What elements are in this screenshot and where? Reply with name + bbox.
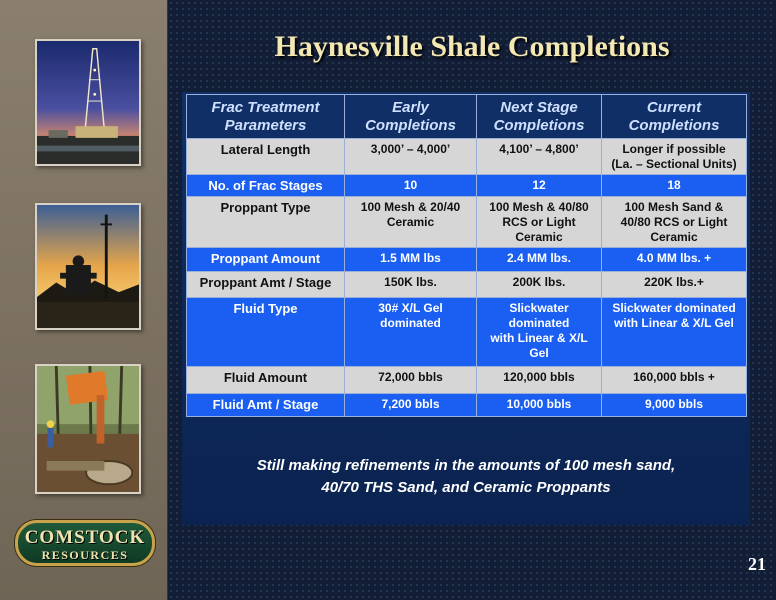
cell-next-stage: 4,100’ – 4,800’ bbox=[477, 139, 602, 175]
row-label: Fluid Amt / Stage bbox=[187, 394, 345, 417]
cell-current: 18 bbox=[602, 175, 747, 197]
cell-next-stage: 100 Mesh & 40/80 RCS or Light Ceramic bbox=[477, 197, 602, 248]
cell-next-stage: Slickwater dominated with Linear & X/L Gel bbox=[477, 298, 602, 367]
cell-early: 7,200 bbls bbox=[345, 394, 477, 417]
header-parameters: Frac Treatment Parameters bbox=[187, 95, 345, 139]
cell-current: 4.0 MM lbs. + bbox=[602, 248, 747, 272]
header-next-stage: Next Stage Completions bbox=[477, 95, 602, 139]
cell-next-stage: 200K lbs. bbox=[477, 272, 602, 298]
row-label: Fluid Type bbox=[187, 298, 345, 367]
completions-board bbox=[182, 92, 750, 525]
refinement-note bbox=[182, 455, 750, 499]
cell-early: 10 bbox=[345, 175, 477, 197]
cell-next-stage: 120,000 bbls bbox=[477, 367, 602, 394]
header-early: Early Completions bbox=[345, 95, 477, 139]
comstock-resources-logo bbox=[15, 520, 155, 566]
table-row-proppant-type bbox=[187, 197, 747, 248]
pipeline-construction-photo bbox=[35, 364, 141, 494]
row-label: Proppant Amount bbox=[187, 248, 345, 272]
slide-title: Haynesville Shale Completions bbox=[274, 30, 670, 63]
cell-current: 100 Mesh Sand & 40/80 RCS or Light Ceramic bbox=[602, 197, 747, 248]
cell-early: 1.5 MM lbs bbox=[345, 248, 477, 272]
cell-early: 3,000’ – 4,000’ bbox=[345, 139, 477, 175]
cell-early: 150K lbs. bbox=[345, 272, 477, 298]
slide-content bbox=[168, 0, 776, 600]
cell-next-stage: 12 bbox=[477, 175, 602, 197]
row-label: Fluid Amount bbox=[187, 367, 345, 394]
refinement-note-line-2: 40/70 THS Sand, and Ceramic Proppants bbox=[321, 479, 611, 496]
table-row-fluid-type bbox=[187, 298, 747, 367]
logo-line-2: RESOURCES bbox=[41, 548, 129, 562]
table-header-row bbox=[187, 95, 747, 139]
row-label: Lateral Length bbox=[187, 139, 345, 175]
cell-current: Longer if possible (La. – Sectional Units) bbox=[602, 139, 747, 175]
cell-current: 160,000 bbls + bbox=[602, 367, 747, 394]
drilling-rig-night-photo bbox=[35, 39, 141, 166]
page-number: 21 bbox=[748, 554, 766, 574]
refinement-note-line-1: Still making refinements in the amounts of 100 mesh sand, bbox=[256, 457, 676, 474]
cell-next-stage: 10,000 bbls bbox=[477, 394, 602, 417]
cell-early: 30# X/L Gel dominated bbox=[345, 298, 477, 367]
logo-line-1: COMSTOCK bbox=[24, 527, 146, 548]
completions-table bbox=[186, 94, 747, 417]
table-row-proppant-per-stage bbox=[187, 272, 747, 298]
cell-current: Slickwater dominated with Linear & X/L Gel bbox=[602, 298, 747, 367]
row-label: Proppant Type bbox=[187, 197, 345, 248]
header-current: Current Completions bbox=[602, 95, 747, 139]
table-row-fluid-per-stage bbox=[187, 394, 747, 417]
cell-current: 220K lbs.+ bbox=[602, 272, 747, 298]
left-sidebar bbox=[0, 0, 168, 600]
row-label: Proppant Amt / Stage bbox=[187, 272, 345, 298]
cell-early: 72,000 bbls bbox=[345, 367, 477, 394]
row-label: No. of Frac Stages bbox=[187, 175, 345, 197]
table-row-lateral-length bbox=[187, 139, 747, 175]
table-row-frac-stages bbox=[187, 175, 747, 197]
cell-current: 9,000 bbls bbox=[602, 394, 747, 417]
cell-early: 100 Mesh & 20/40 Ceramic bbox=[345, 197, 477, 248]
wellhead-sunset-photo bbox=[35, 203, 141, 330]
table-row-fluid-amount bbox=[187, 367, 747, 394]
cell-next-stage: 2.4 MM lbs. bbox=[477, 248, 602, 272]
table-row-proppant-amount bbox=[187, 248, 747, 272]
